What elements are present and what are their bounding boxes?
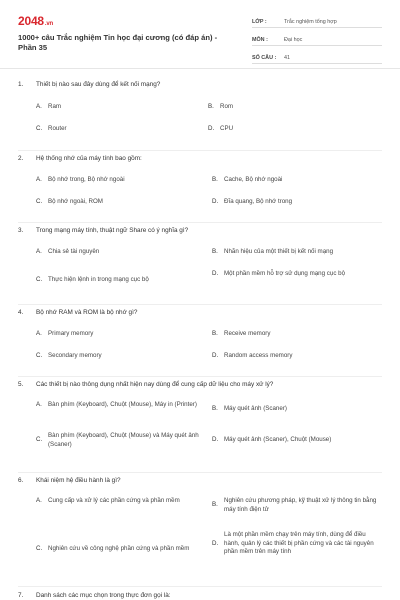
answer-letter: B. <box>212 330 218 337</box>
answer-text: Nhãn hiệu của một thiết bị kết nối mạng <box>224 248 334 255</box>
answer-letter: C. <box>36 545 43 552</box>
answer-a[interactable] <box>36 103 186 112</box>
answer-letter: B. <box>212 176 218 183</box>
answer-a[interactable] <box>36 497 206 506</box>
question-6 <box>18 472 382 586</box>
answer-letter: A. <box>36 330 42 337</box>
answer-c[interactable] <box>36 545 206 554</box>
answer-text: Thực hiện lệnh in trong mạng cục bộ <box>48 276 149 283</box>
question-heading <box>18 586 382 600</box>
answer-b[interactable] <box>212 248 378 257</box>
question-divider <box>18 150 382 151</box>
question-divider <box>18 376 382 377</box>
question-number: 7. <box>18 592 24 599</box>
question-number: 4. <box>18 309 24 316</box>
question-4 <box>18 304 382 376</box>
meta-row-subject <box>252 32 382 46</box>
answer-letter: A. <box>36 176 42 183</box>
answer-text: Đĩa quang, Bộ nhớ trong <box>224 198 293 205</box>
meta-value: 41 <box>284 55 290 61</box>
answer-text: Bàn phím (Keyboard), Chuột (Mouse), Máy in (Printer) <box>48 401 197 408</box>
answer-b[interactable] <box>212 405 378 414</box>
answer-letter: D. <box>208 125 215 132</box>
answer-letter: D. <box>212 436 219 443</box>
answer-text: Ram <box>48 103 62 110</box>
answer-letter: D. <box>212 539 219 547</box>
question-divider <box>18 586 382 587</box>
question-text: Hệ thống nhớ của máy tính bao gồm: <box>36 155 142 162</box>
answer-a[interactable] <box>36 176 196 185</box>
header <box>0 0 400 70</box>
answer-text: Chia sẻ tài nguyên <box>48 248 100 255</box>
meta-row-count <box>252 50 382 64</box>
answer-b[interactable] <box>208 103 378 112</box>
answer-a[interactable] <box>36 401 211 410</box>
question-number: 1. <box>18 81 24 88</box>
meta-value: Đại học <box>284 37 303 43</box>
answer-letter: A. <box>36 103 42 110</box>
answer-letter: D. <box>212 198 219 205</box>
question-text: Các thiết bị nào thông dụng nhất hiện nay dùng để cung cấp dữ liệu cho máy xử lý? <box>36 381 274 388</box>
document-title: 1000+ câu Trắc nghiệm Tin học đại cương (có đáp án) - Phần 35 <box>18 33 218 52</box>
answer-letter: C. <box>36 125 43 132</box>
answer-text: Cung cấp và xử lý các phần cứng và phần mềm <box>48 497 180 504</box>
answer-letter: A. <box>36 248 42 255</box>
answer-letter: A. <box>36 401 42 408</box>
site-logo[interactable] <box>18 14 53 28</box>
answer-b[interactable] <box>212 497 378 514</box>
answer-text: Nghiên cứu phương pháp, kỹ thuật xử lý thông tin bằng máy tính điện tử <box>224 497 377 513</box>
question-1 <box>18 80 382 150</box>
answer-text: Rom <box>220 103 234 110</box>
answer-d[interactable] <box>212 270 378 279</box>
answer-letter: B. <box>212 248 218 255</box>
answer-a[interactable] <box>36 248 196 257</box>
meta-key: LỚP : <box>252 19 267 25</box>
question-number: 3. <box>18 227 24 234</box>
meta-key: MÔN : <box>252 37 268 43</box>
logo-text: 2048 <box>18 14 44 28</box>
meta-row-class <box>252 14 382 28</box>
answer-letter: D. <box>212 270 219 277</box>
answer-d[interactable] <box>212 531 378 557</box>
answer-text: Cache, Bộ nhớ ngoài <box>224 176 283 183</box>
answer-letter: C. <box>36 276 43 283</box>
answer-text: Bộ nhớ ngoài, ROM <box>48 198 103 205</box>
answer-text: Receive memory <box>224 330 271 337</box>
question-heading <box>18 150 382 163</box>
answer-letter: B. <box>212 405 218 412</box>
question-divider <box>18 222 382 223</box>
answer-b[interactable] <box>212 330 378 339</box>
answer-text: Random access memory <box>224 352 293 359</box>
question-2 <box>18 150 382 222</box>
answer-d[interactable] <box>212 436 378 445</box>
answer-d[interactable] <box>212 352 378 361</box>
answer-letter: B. <box>208 103 214 110</box>
logo-domain: .vn <box>44 21 53 27</box>
question-heading <box>18 222 382 235</box>
question-number: 2. <box>18 155 24 162</box>
answer-a[interactable] <box>36 330 196 339</box>
meta-key: SỐ CÂU : <box>252 55 277 61</box>
question-number: 6. <box>18 477 24 484</box>
answer-letter: C. <box>36 352 43 359</box>
question-text: Danh sách các mục chọn trong thực đơn gọi là: <box>36 592 171 599</box>
question-divider <box>18 304 382 305</box>
answer-text: Router <box>48 125 67 132</box>
answer-letter: C. <box>36 436 43 444</box>
answer-text: Secondary memory <box>48 352 102 359</box>
question-heading <box>18 304 382 317</box>
answer-text: Là một phần mềm chạy trên máy tính, dùng để điều hành, quản lý các thiết bị phần cứng và các tài nguyên phần mềm trên máy tính <box>224 531 374 555</box>
answer-letter: D. <box>212 352 219 359</box>
answer-d[interactable] <box>208 125 378 134</box>
answer-text: Bàn phím (Keyboard), Chuột (Mouse) và Máy quét ảnh (Scaner) <box>48 432 199 448</box>
header-divider <box>0 68 400 69</box>
question-text: Thiết bị nào sau đây dùng để kết nối mạng? <box>36 81 161 88</box>
answer-c[interactable] <box>36 432 211 449</box>
question-3 <box>18 222 382 304</box>
answer-text: Máy quét ảnh (Scaner), Chuột (Mouse) <box>224 436 332 443</box>
answer-text: Bộ nhớ trong, Bộ nhớ ngoài <box>48 176 125 183</box>
answer-text: Primary memory <box>48 330 94 337</box>
question-5 <box>18 376 382 472</box>
answer-letter: C. <box>36 198 43 205</box>
answer-d[interactable] <box>212 198 378 207</box>
question-heading <box>18 80 382 89</box>
meta-value: Trắc nghiệm tổng hợp <box>284 19 337 25</box>
answer-b[interactable] <box>212 176 378 185</box>
question-divider <box>18 472 382 473</box>
question-heading <box>18 472 382 485</box>
question-number: 5. <box>18 381 24 388</box>
answer-letter: B. <box>212 501 218 509</box>
answer-text: Máy quét ảnh (Scaner) <box>224 405 287 412</box>
question-text: Bộ nhớ RAM và ROM là bộ nhớ gì? <box>36 309 138 316</box>
answer-c[interactable] <box>36 352 196 361</box>
question-text: Trong mạng máy tính, thuật ngữ Share có ý nghĩa gì? <box>36 227 189 234</box>
question-text: Khái niệm hệ điều hành là gì? <box>36 477 121 484</box>
question-7 <box>18 586 382 600</box>
answer-text: CPU <box>220 125 234 132</box>
answer-text: Một phần mềm hỗ trợ sử dụng mạng cục bộ <box>224 270 346 277</box>
document-meta <box>252 14 382 68</box>
answer-c[interactable] <box>36 198 196 207</box>
answer-letter: A. <box>36 497 42 504</box>
answer-c[interactable] <box>36 125 186 134</box>
answer-c[interactable] <box>36 276 196 285</box>
question-heading <box>18 376 382 389</box>
answer-text: Nghiên cứu về công nghệ phần cứng và phần mềm <box>48 545 190 552</box>
